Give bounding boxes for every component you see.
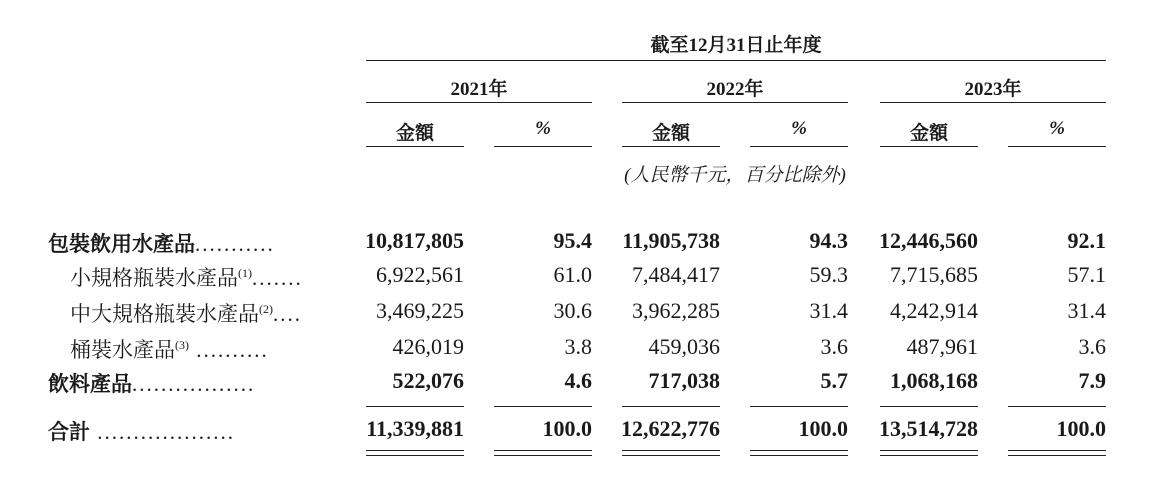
- total-double-rule: [622, 455, 720, 456]
- amount-cell: 11,905,738: [622, 228, 720, 253]
- percent-cell: 31.4: [1067, 298, 1106, 323]
- col-rule: [750, 146, 848, 147]
- leader-dots: .......: [252, 266, 303, 290]
- amount-cell: 522,076: [392, 368, 464, 393]
- row-label: [70, 298, 302, 328]
- row-label-text: 包裝飲用水產品: [48, 232, 195, 256]
- percent-cell: 92.1: [1067, 228, 1106, 253]
- percent-cell: 7.9: [1078, 368, 1106, 393]
- amount-cell: 459,036: [648, 334, 720, 359]
- table-row: [0, 228, 1164, 258]
- table-row: [0, 334, 1164, 364]
- col-rule: [622, 146, 720, 147]
- total-double-rule: [1008, 450, 1106, 451]
- amount-cell: 7,715,685: [890, 262, 978, 287]
- percent-cell: 30.6: [553, 298, 592, 323]
- leader-dots: ....: [273, 302, 302, 326]
- percent-cell: 31.4: [809, 298, 848, 323]
- percent-cell: 100.0: [542, 416, 592, 441]
- amount-cell: 11,339,881: [366, 416, 464, 441]
- amount-cell: 3,962,285: [632, 298, 720, 323]
- leader-dots: ..........: [189, 338, 269, 362]
- total-double-rule: [880, 455, 978, 456]
- amount-cell: 4,242,914: [890, 298, 978, 323]
- amount-cell: 426,019: [392, 334, 464, 359]
- total-double-rule: [366, 455, 464, 456]
- amount-cell: 12,622,776: [621, 416, 720, 441]
- amount-cell: 717,038: [648, 368, 720, 393]
- percent-cell: 3.6: [820, 334, 848, 359]
- year-rule-2023: [880, 102, 1106, 103]
- percent-cell: 100.0: [798, 416, 848, 441]
- table-row: [0, 298, 1164, 328]
- percent-cell: 100.0: [1056, 416, 1106, 441]
- subtotal-rule: [750, 406, 848, 407]
- year-2021-header: 2021年: [450, 79, 508, 100]
- percent-cell: 4.6: [564, 368, 592, 393]
- row-label: [48, 416, 235, 446]
- footnote-ref: (2): [259, 302, 273, 316]
- col-rule: [494, 146, 592, 147]
- amount-cell: 13,514,728: [879, 416, 978, 441]
- row-label-text: 飲料產品: [48, 372, 132, 396]
- year-rule-2022: [622, 102, 848, 103]
- col-rule: [880, 146, 978, 147]
- amount-cell: 6,922,561: [376, 262, 464, 287]
- year-2023-header: 2023年: [964, 79, 1022, 100]
- leader-dots: ...................: [90, 420, 235, 444]
- amount-cell: 3,469,225: [376, 298, 464, 323]
- pct-header-2022: %: [791, 118, 807, 139]
- amount-cell: 7,484,417: [632, 262, 720, 287]
- footnote-ref: (1): [238, 266, 252, 280]
- row-label: [70, 262, 303, 292]
- row-label: [48, 228, 275, 258]
- percent-cell: 94.3: [809, 228, 848, 253]
- percent-cell: 3.8: [564, 334, 592, 359]
- amount-header-2021: 金額: [395, 123, 434, 144]
- percent-cell: 5.7: [820, 368, 848, 393]
- row-label: [48, 368, 255, 398]
- leader-dots: ...........: [195, 232, 275, 256]
- year-2022-header: 2022年: [706, 79, 764, 100]
- table-row: [0, 416, 1164, 446]
- total-double-rule: [1008, 455, 1106, 456]
- footnote-ref: (3): [175, 338, 189, 352]
- amount-cell: 10,817,805: [365, 228, 464, 253]
- total-double-rule: [494, 455, 592, 456]
- subtotal-rule: [622, 406, 720, 407]
- unit-note: (人民幣千元，百分比除外): [624, 165, 846, 186]
- percent-cell: 57.1: [1067, 262, 1106, 287]
- period-header: 截至12月31日止年度: [650, 35, 822, 56]
- pct-header-2023: %: [1049, 118, 1065, 139]
- total-double-rule: [750, 450, 848, 451]
- table-row: [0, 368, 1164, 398]
- amount-cell: 12,446,560: [879, 228, 978, 253]
- amount-cell: 487,961: [906, 334, 978, 359]
- subtotal-rule: [1008, 406, 1106, 407]
- percent-cell: 61.0: [553, 262, 592, 287]
- total-double-rule: [366, 450, 464, 451]
- row-label-text: 中大規格瓶裝水產品: [70, 302, 259, 326]
- amount-header-2022: 金額: [651, 123, 690, 144]
- row-label-text: 小規格瓶裝水產品: [70, 266, 238, 290]
- pct-header-2021: %: [535, 118, 551, 139]
- total-double-rule: [494, 450, 592, 451]
- period-rule: [366, 60, 1106, 61]
- col-rule: [366, 146, 464, 147]
- percent-cell: 59.3: [809, 262, 848, 287]
- row-label-text: 桶裝水產品: [70, 338, 175, 362]
- percent-cell: 3.6: [1078, 334, 1106, 359]
- total-double-rule: [622, 450, 720, 451]
- subtotal-rule: [494, 406, 592, 407]
- amount-header-2023: 金額: [909, 123, 948, 144]
- subtotal-rule: [880, 406, 978, 407]
- year-rule-2021: [366, 102, 592, 103]
- row-label: [70, 334, 269, 364]
- subtotal-rule: [366, 406, 464, 407]
- leader-dots: .................: [132, 372, 256, 396]
- table-row: [0, 262, 1164, 292]
- col-rule: [1008, 146, 1106, 147]
- total-double-rule: [880, 450, 978, 451]
- total-double-rule: [750, 455, 848, 456]
- row-label-text: 合計: [48, 420, 90, 444]
- percent-cell: 95.4: [553, 228, 592, 253]
- amount-cell: 1,068,168: [890, 368, 978, 393]
